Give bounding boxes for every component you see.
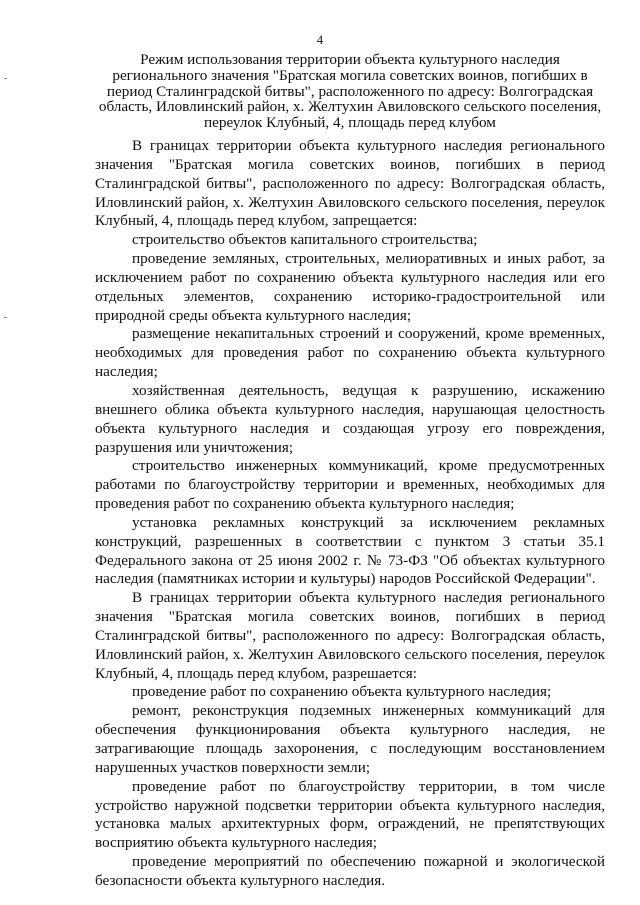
page-number: 4 — [316, 33, 324, 47]
paragraph-permitted-intro: В границах территории объекта культурного наследия регионального значения "Братская могила советских воинов, погибших в период Сталинградской битвы", расположенного по адресу: Волгоградская область, Иловлинский район, х. Желтухин Авиловского сельского поселения, переулок Клубный, 4, площадь перед клубом, разрешается: — [95, 589, 605, 682]
paragraph-item: проведение мероприятий по обеспечению пожарной и экологической безопасности объекта культурного наследия. — [95, 853, 605, 889]
scan-edge-mark — [4, 78, 7, 79]
scan-edge-mark — [4, 317, 7, 318]
paragraph-item: проведение земляных, строительных, мелиоративных и иных работ, за исключением работ по сохранению объекта культурного наследия или его отдельных элементов, сохранению историко-градостроительной или природной среды объекта культурного наследия; — [95, 250, 605, 324]
document-body — [95, 137, 605, 891]
paragraph-item: установка рекламных конструкций за исключением рекламных конструкций, разрешенных в соответствии с пунктом 3 статьи 35.1 Федерального закона от 25 июня 2002 г. № 73-ФЗ "Об объектах культурного наследия (памятниках истории и культуры) народов Российской Федерации". — [95, 513, 605, 588]
paragraph-item: проведение работ по благоустройству территории, в том числе устройство наружной подсветки территории объекта культурного наследия, установка малых архитектурных форм, ограждений, не препятствующих восприятию объекта культурного наследия; — [95, 777, 605, 852]
paragraph-item: хозяйственная деятельность, ведущая к разрушению, искажению внешнего облика объекта культурного наследия, нарушающая целостность объекта культурного наследия и создающая угрозу его повреждения, разрушения или уничтожения; — [95, 381, 605, 456]
paragraph-item: размещение некапитальных строений и сооружений, кроме временных, необходимых для проведения работ по сохранению объекта культурного наследия; — [95, 325, 605, 381]
paragraph-item: строительство инженерных коммуникаций, кроме предусмотренных работами по благоустройству территории и временных, необходимых для проведения работ по сохранению объекта культурного наследия; — [95, 457, 605, 513]
paragraph-item: строительство объектов капитального строительства; — [132, 231, 478, 249]
paragraph-item: проведение работ по сохранению объекта культурного наследия; — [132, 683, 552, 701]
document-title: Режим использования территории объекта культурного наследия регионального значения "Братская могила советских воинов, погибших в период Сталинградской битвы", расположенного по адресу: Волгоградская область, Иловлинский район, х. Желтухин Авиловского сельского поселения, переулок Клубный, 4, площадь перед клубом — [98, 51, 602, 132]
paragraph-item: ремонт, реконструкция подземных инженерных коммуникаций для обеспечения функционирования объекта культурного наследия, не затрагивающие площадь захоронения, с последующим восстановлением нарушенных участков поверхности земли; — [95, 702, 605, 776]
paragraph-prohibited-intro: В границах территории объекта культурного наследия регионального значения "Братская могила советских воинов, погибших в период Сталинградской битвы", расположенного по адресу: Волгоградская область, Иловлинский район, х. Желтухин Авиловского сельского поселения, переулок Клубный, 4, площадь перед клубом, запрещается: — [95, 137, 605, 230]
